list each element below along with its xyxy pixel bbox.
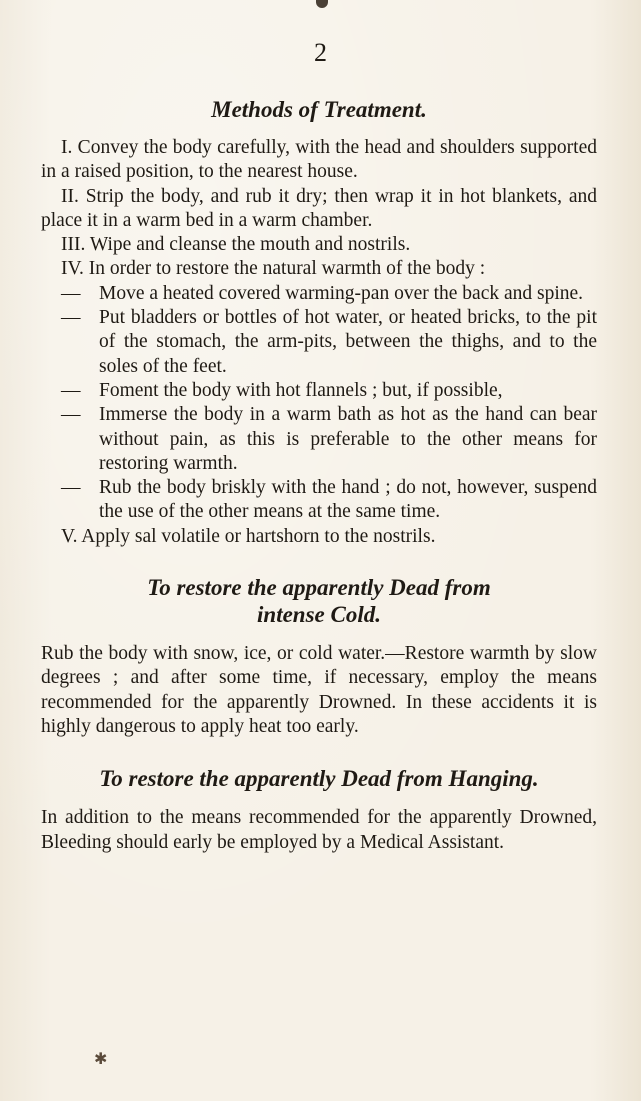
warmth-step-text: Put bladders or bottles of hot water, or heated bricks, to the pit of the stomach, the arm-pits, between the thighs, and to the soles of the feet. xyxy=(99,307,597,377)
warmth-step-4 xyxy=(41,403,597,476)
warmth-step-text: Rub the body briskly with the hand ; do not, however, suspend the use of the other means at the same time. xyxy=(99,477,597,523)
dash-mark: — xyxy=(61,307,81,329)
dash-mark: — xyxy=(61,477,81,499)
section-heading-cold xyxy=(41,574,597,628)
heading-line: intense Cold. xyxy=(257,602,381,628)
section-heading-methods: Methods of Treatment. xyxy=(211,97,427,122)
warmth-step-1 xyxy=(41,282,597,306)
warmth-step-5 xyxy=(41,476,597,525)
dash-mark: — xyxy=(61,404,81,426)
page-content xyxy=(41,96,597,855)
treatment-item-4: IV. In order to restore the natural warmth of the body : xyxy=(61,258,486,280)
binding-mark xyxy=(316,0,328,8)
ink-mark-icon: ✱ xyxy=(94,1049,108,1068)
warmth-step-text: Move a heated covered warming-pan over the back and spine. xyxy=(99,282,584,304)
heading-line: To restore the apparently Dead from xyxy=(147,575,491,601)
treatment-item-5: V. Apply sal volatile or hartshorn to the nostrils. xyxy=(61,525,436,547)
cold-paragraph: Rub the body with snow, ice, or cold water.—Restore warmth by slow degrees ; and after some time, if necessary, employ the means recommended for the apparently Drowned. In these accidents it is highly dangerous to apply heat too early. xyxy=(41,643,597,737)
treatment-item-3: III. Wipe and cleanse the mouth and nostrils. xyxy=(61,234,411,256)
dash-mark: — xyxy=(61,379,81,401)
warmth-step-2 xyxy=(41,306,597,379)
page-number: 2 xyxy=(314,38,327,67)
treatment-item-2: II. Strip the body, and rub it dry; then wrap it in hot blankets, and place it in a warm bed in a warm chamber. xyxy=(41,185,597,231)
dash-mark: — xyxy=(61,282,81,304)
hanging-paragraph: In addition to the means recommended for the apparently Drowned, Bleeding should early be employed by a Medical Assistant. xyxy=(41,807,597,853)
warmth-step-text: Foment the body with hot flannels ; but, if possible, xyxy=(99,379,503,401)
warmth-step-3 xyxy=(41,379,597,403)
treatment-item-1: I. Convey the body carefully, with the head and shoulders supported in a raised position, to the nearest house. xyxy=(41,137,597,183)
section-heading-hanging: To restore the apparently Dead from Hanging. xyxy=(99,766,539,792)
warmth-step-text: Immerse the body in a warm bath as hot as the hand can bear without pain, as this is preferable to the other means for restoring warmth. xyxy=(99,404,597,474)
